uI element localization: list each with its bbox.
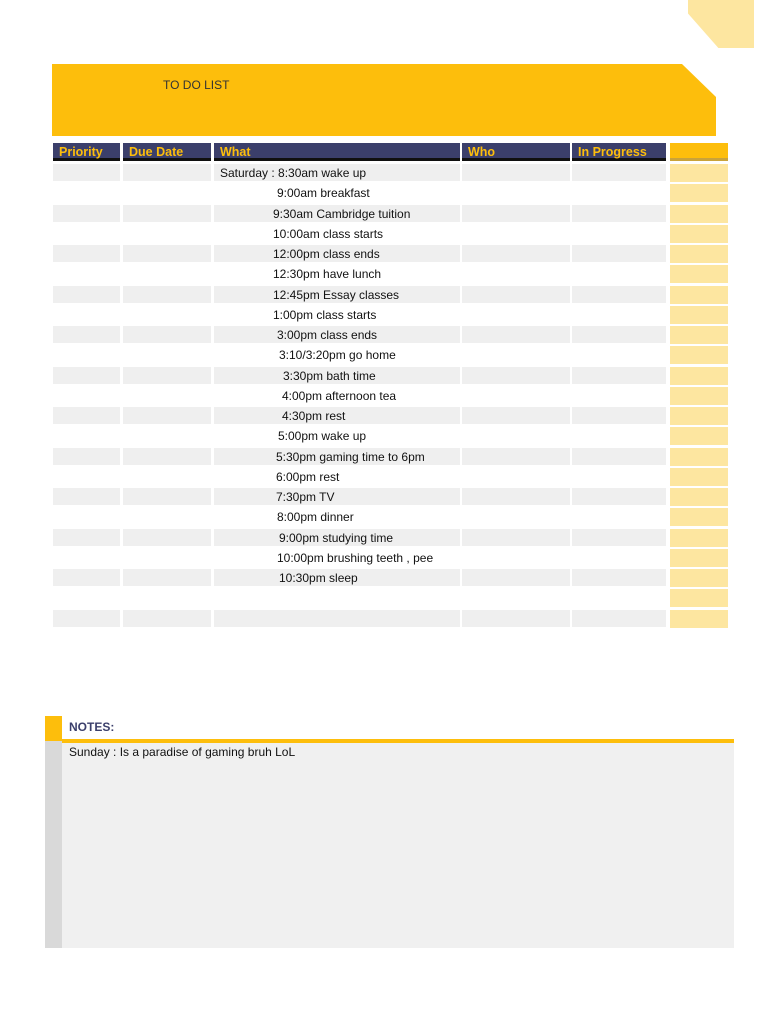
table-row bbox=[0, 407, 768, 427]
cell-in-progress[interactable] bbox=[572, 468, 666, 485]
what-text: 9:00pm studying time bbox=[279, 531, 394, 545]
cell-in-progress[interactable] bbox=[572, 225, 666, 242]
cell-priority[interactable] bbox=[53, 265, 120, 282]
cell-extra bbox=[670, 508, 728, 526]
cell-extra bbox=[670, 265, 728, 283]
cell-who[interactable] bbox=[462, 205, 570, 222]
cell-in-progress[interactable] bbox=[572, 346, 666, 363]
cell-who[interactable] bbox=[462, 184, 570, 201]
cell-in-progress[interactable] bbox=[572, 265, 666, 282]
cell-what[interactable] bbox=[214, 488, 460, 505]
column-header-extra bbox=[670, 143, 728, 161]
cell-extra bbox=[670, 529, 728, 547]
cell-extra bbox=[670, 184, 728, 202]
what-text: 3:30pm bath time bbox=[283, 369, 376, 383]
cell-who[interactable] bbox=[462, 569, 570, 586]
cell-what[interactable] bbox=[214, 589, 460, 606]
cell-who[interactable] bbox=[462, 549, 570, 566]
cell-due-date[interactable] bbox=[123, 407, 211, 424]
cell-in-progress[interactable] bbox=[572, 306, 666, 323]
table-row bbox=[0, 306, 768, 326]
cell-extra bbox=[670, 225, 728, 243]
cell-in-progress[interactable] bbox=[572, 610, 666, 627]
what-text: 4:30pm rest bbox=[282, 409, 346, 423]
cell-extra bbox=[670, 407, 728, 425]
cell-priority[interactable] bbox=[53, 569, 120, 586]
cell-what[interactable] bbox=[214, 610, 460, 627]
what-text: 5:30pm gaming time to 6pm bbox=[276, 450, 425, 464]
column-header-what: What bbox=[214, 143, 460, 161]
cell-due-date[interactable] bbox=[123, 549, 211, 566]
cell-due-date[interactable] bbox=[123, 245, 211, 262]
table-row bbox=[0, 184, 768, 204]
cell-who[interactable] bbox=[462, 164, 570, 181]
cell-extra bbox=[670, 286, 728, 304]
table-row bbox=[0, 427, 768, 447]
notes-text: Sunday : Is a paradise of gaming bruh LoL bbox=[69, 745, 296, 759]
table-row bbox=[0, 448, 768, 468]
cell-who[interactable] bbox=[462, 346, 570, 363]
cell-who[interactable] bbox=[462, 407, 570, 424]
cell-extra bbox=[670, 245, 728, 263]
table-row bbox=[0, 326, 768, 346]
cell-priority[interactable] bbox=[53, 508, 120, 525]
notes-side-bar bbox=[45, 716, 62, 948]
cell-priority[interactable] bbox=[53, 468, 120, 485]
cell-due-date[interactable] bbox=[123, 508, 211, 525]
what-text: 10:30pm sleep bbox=[279, 571, 358, 585]
what-text: 12:00pm class ends bbox=[273, 247, 380, 261]
table-row bbox=[0, 205, 768, 225]
what-text: 10:00pm brushing teeth , pee bbox=[277, 551, 434, 565]
table-row bbox=[0, 286, 768, 306]
cell-who[interactable] bbox=[462, 367, 570, 384]
notes-label: NOTES: bbox=[69, 720, 115, 734]
what-text: 1:00pm class starts bbox=[273, 308, 377, 322]
table-row bbox=[0, 468, 768, 488]
notes-area[interactable] bbox=[62, 743, 734, 948]
table-row bbox=[0, 367, 768, 387]
table-row bbox=[0, 346, 768, 366]
table-row bbox=[0, 508, 768, 528]
corner-decoration bbox=[688, 0, 754, 48]
cell-in-progress[interactable] bbox=[572, 326, 666, 343]
cell-due-date[interactable] bbox=[123, 367, 211, 384]
cell-priority[interactable] bbox=[53, 164, 120, 181]
table-row bbox=[0, 488, 768, 508]
cell-priority[interactable] bbox=[53, 286, 120, 303]
what-text: 12:45pm Essay classes bbox=[273, 288, 400, 302]
cell-extra bbox=[670, 205, 728, 223]
cell-who[interactable] bbox=[462, 326, 570, 343]
page-title: TO DO LIST bbox=[163, 78, 230, 92]
cell-priority[interactable] bbox=[53, 346, 120, 363]
cell-due-date[interactable] bbox=[123, 205, 211, 222]
table-row bbox=[0, 610, 768, 630]
cell-in-progress[interactable] bbox=[572, 529, 666, 546]
cell-in-progress[interactable] bbox=[572, 387, 666, 404]
table-row bbox=[0, 549, 768, 569]
what-text: 3:10/3:20pm go home bbox=[279, 348, 396, 362]
column-header-who: Who bbox=[462, 143, 570, 161]
cell-extra bbox=[670, 589, 728, 607]
cell-priority[interactable] bbox=[53, 225, 120, 242]
cell-who[interactable] bbox=[462, 488, 570, 505]
cell-priority[interactable] bbox=[53, 407, 120, 424]
cell-extra bbox=[670, 326, 728, 344]
cell-in-progress[interactable] bbox=[572, 569, 666, 586]
cell-in-progress[interactable] bbox=[572, 205, 666, 222]
cell-priority[interactable] bbox=[53, 205, 120, 222]
cell-priority[interactable] bbox=[53, 589, 120, 606]
table-row bbox=[0, 529, 768, 549]
cell-priority[interactable] bbox=[53, 245, 120, 262]
cell-due-date[interactable] bbox=[123, 225, 211, 242]
cell-extra bbox=[670, 427, 728, 445]
cell-priority[interactable] bbox=[53, 306, 120, 323]
cell-due-date[interactable] bbox=[123, 326, 211, 343]
cell-who[interactable] bbox=[462, 225, 570, 242]
cell-due-date[interactable] bbox=[123, 306, 211, 323]
cell-due-date[interactable] bbox=[123, 427, 211, 444]
cell-due-date[interactable] bbox=[123, 529, 211, 546]
cell-extra bbox=[670, 367, 728, 385]
what-text: 4:00pm afternoon tea bbox=[282, 389, 397, 403]
table-row bbox=[0, 245, 768, 265]
title-banner bbox=[52, 64, 716, 136]
cell-extra bbox=[670, 468, 728, 486]
cell-in-progress[interactable] bbox=[572, 286, 666, 303]
cell-extra bbox=[670, 448, 728, 466]
cell-priority[interactable] bbox=[53, 326, 120, 343]
table-row bbox=[0, 225, 768, 245]
cell-who[interactable] bbox=[462, 508, 570, 525]
what-text: 3:00pm class ends bbox=[277, 328, 378, 342]
cell-who[interactable] bbox=[462, 306, 570, 323]
cell-in-progress[interactable] bbox=[572, 508, 666, 525]
cell-priority[interactable] bbox=[53, 488, 120, 505]
cell-extra bbox=[670, 549, 728, 567]
cell-who[interactable] bbox=[462, 286, 570, 303]
cell-priority[interactable] bbox=[53, 549, 120, 566]
cell-due-date[interactable] bbox=[123, 448, 211, 465]
what-text: 12:30pm have lunch bbox=[273, 267, 382, 281]
cell-due-date[interactable] bbox=[123, 184, 211, 201]
cell-due-date[interactable] bbox=[123, 569, 211, 586]
table-row bbox=[0, 569, 768, 589]
what-text: 5:00pm wake up bbox=[278, 429, 367, 443]
cell-who[interactable] bbox=[462, 468, 570, 485]
table-row bbox=[0, 265, 768, 285]
column-header-in-progress: In Progress bbox=[572, 143, 666, 161]
cell-due-date[interactable] bbox=[123, 589, 211, 606]
cell-due-date[interactable] bbox=[123, 346, 211, 363]
cell-who[interactable] bbox=[462, 245, 570, 262]
table-row bbox=[0, 387, 768, 407]
column-header-due-date: Due Date bbox=[123, 143, 211, 161]
what-text: 7:30pm TV bbox=[276, 490, 335, 504]
cell-who[interactable] bbox=[462, 589, 570, 606]
cell-due-date[interactable] bbox=[123, 468, 211, 485]
notes-side-accent bbox=[45, 716, 62, 741]
cell-in-progress[interactable] bbox=[572, 488, 666, 505]
cell-due-date[interactable] bbox=[123, 164, 211, 181]
cell-who[interactable] bbox=[462, 529, 570, 546]
cell-priority[interactable] bbox=[53, 448, 120, 465]
cell-priority[interactable] bbox=[53, 367, 120, 384]
cell-in-progress[interactable] bbox=[572, 367, 666, 384]
cell-who[interactable] bbox=[462, 427, 570, 444]
cell-extra bbox=[670, 164, 728, 182]
what-text: 9:00am breakfast bbox=[277, 186, 370, 200]
cell-who[interactable] bbox=[462, 610, 570, 627]
cell-priority[interactable] bbox=[53, 387, 120, 404]
cell-extra bbox=[670, 610, 728, 628]
table-row bbox=[0, 589, 768, 609]
cell-in-progress[interactable] bbox=[572, 407, 666, 424]
what-text: Saturday : 8:30am wake up bbox=[220, 166, 367, 180]
cell-who[interactable] bbox=[462, 387, 570, 404]
cell-due-date[interactable] bbox=[123, 265, 211, 282]
cell-who[interactable] bbox=[462, 448, 570, 465]
what-text: 10:00am class starts bbox=[273, 227, 384, 241]
cell-priority[interactable] bbox=[53, 427, 120, 444]
cell-in-progress[interactable] bbox=[572, 589, 666, 606]
cell-extra bbox=[670, 488, 728, 506]
cell-extra bbox=[670, 346, 728, 364]
what-text: 9:30am Cambridge tuition bbox=[273, 207, 411, 221]
cell-who[interactable] bbox=[462, 265, 570, 282]
what-text: 6:00pm rest bbox=[276, 470, 340, 484]
cell-due-date[interactable] bbox=[123, 488, 211, 505]
cell-in-progress[interactable] bbox=[572, 549, 666, 566]
cell-priority[interactable] bbox=[53, 610, 120, 627]
table-row bbox=[0, 164, 768, 184]
column-header-priority: Priority bbox=[53, 143, 120, 161]
cell-in-progress[interactable] bbox=[572, 164, 666, 181]
cell-due-date[interactable] bbox=[123, 387, 211, 404]
cell-priority[interactable] bbox=[53, 529, 120, 546]
cell-in-progress[interactable] bbox=[572, 245, 666, 262]
what-text: 8:00pm dinner bbox=[277, 510, 354, 524]
cell-extra bbox=[670, 387, 728, 405]
cell-in-progress[interactable] bbox=[572, 184, 666, 201]
cell-due-date[interactable] bbox=[123, 610, 211, 627]
cell-extra bbox=[670, 306, 728, 324]
cell-due-date[interactable] bbox=[123, 286, 211, 303]
cell-priority[interactable] bbox=[53, 184, 120, 201]
cell-in-progress[interactable] bbox=[572, 448, 666, 465]
cell-in-progress[interactable] bbox=[572, 427, 666, 444]
cell-extra bbox=[670, 569, 728, 587]
